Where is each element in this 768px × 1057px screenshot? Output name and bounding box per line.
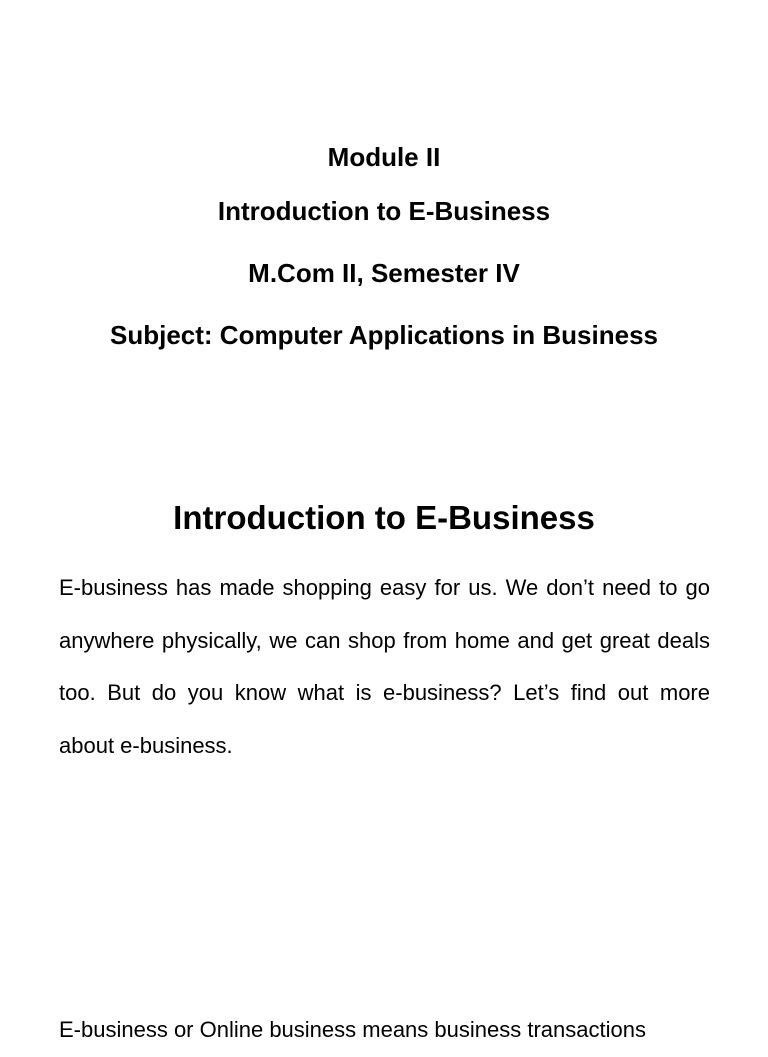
intro-paragraph: E-business has made shopping easy for us. We don’t need to go anywhere physically, we can shop from home and get great deals too. But do you know what is e-business? Let’s find out more about e-business. <box>59 575 710 758</box>
course-title: M.Com II, Semester IV <box>248 258 520 288</box>
continued-paragraph: E-business or Online business means business transactions <box>59 1017 646 1042</box>
topic-title: Introduction to E-Business <box>217 196 551 226</box>
section-heading: Introduction to E-Business <box>173 499 595 537</box>
module-title: Module II <box>327 142 441 172</box>
subject-title: Subject: Computer Applications in Business <box>110 320 658 350</box>
